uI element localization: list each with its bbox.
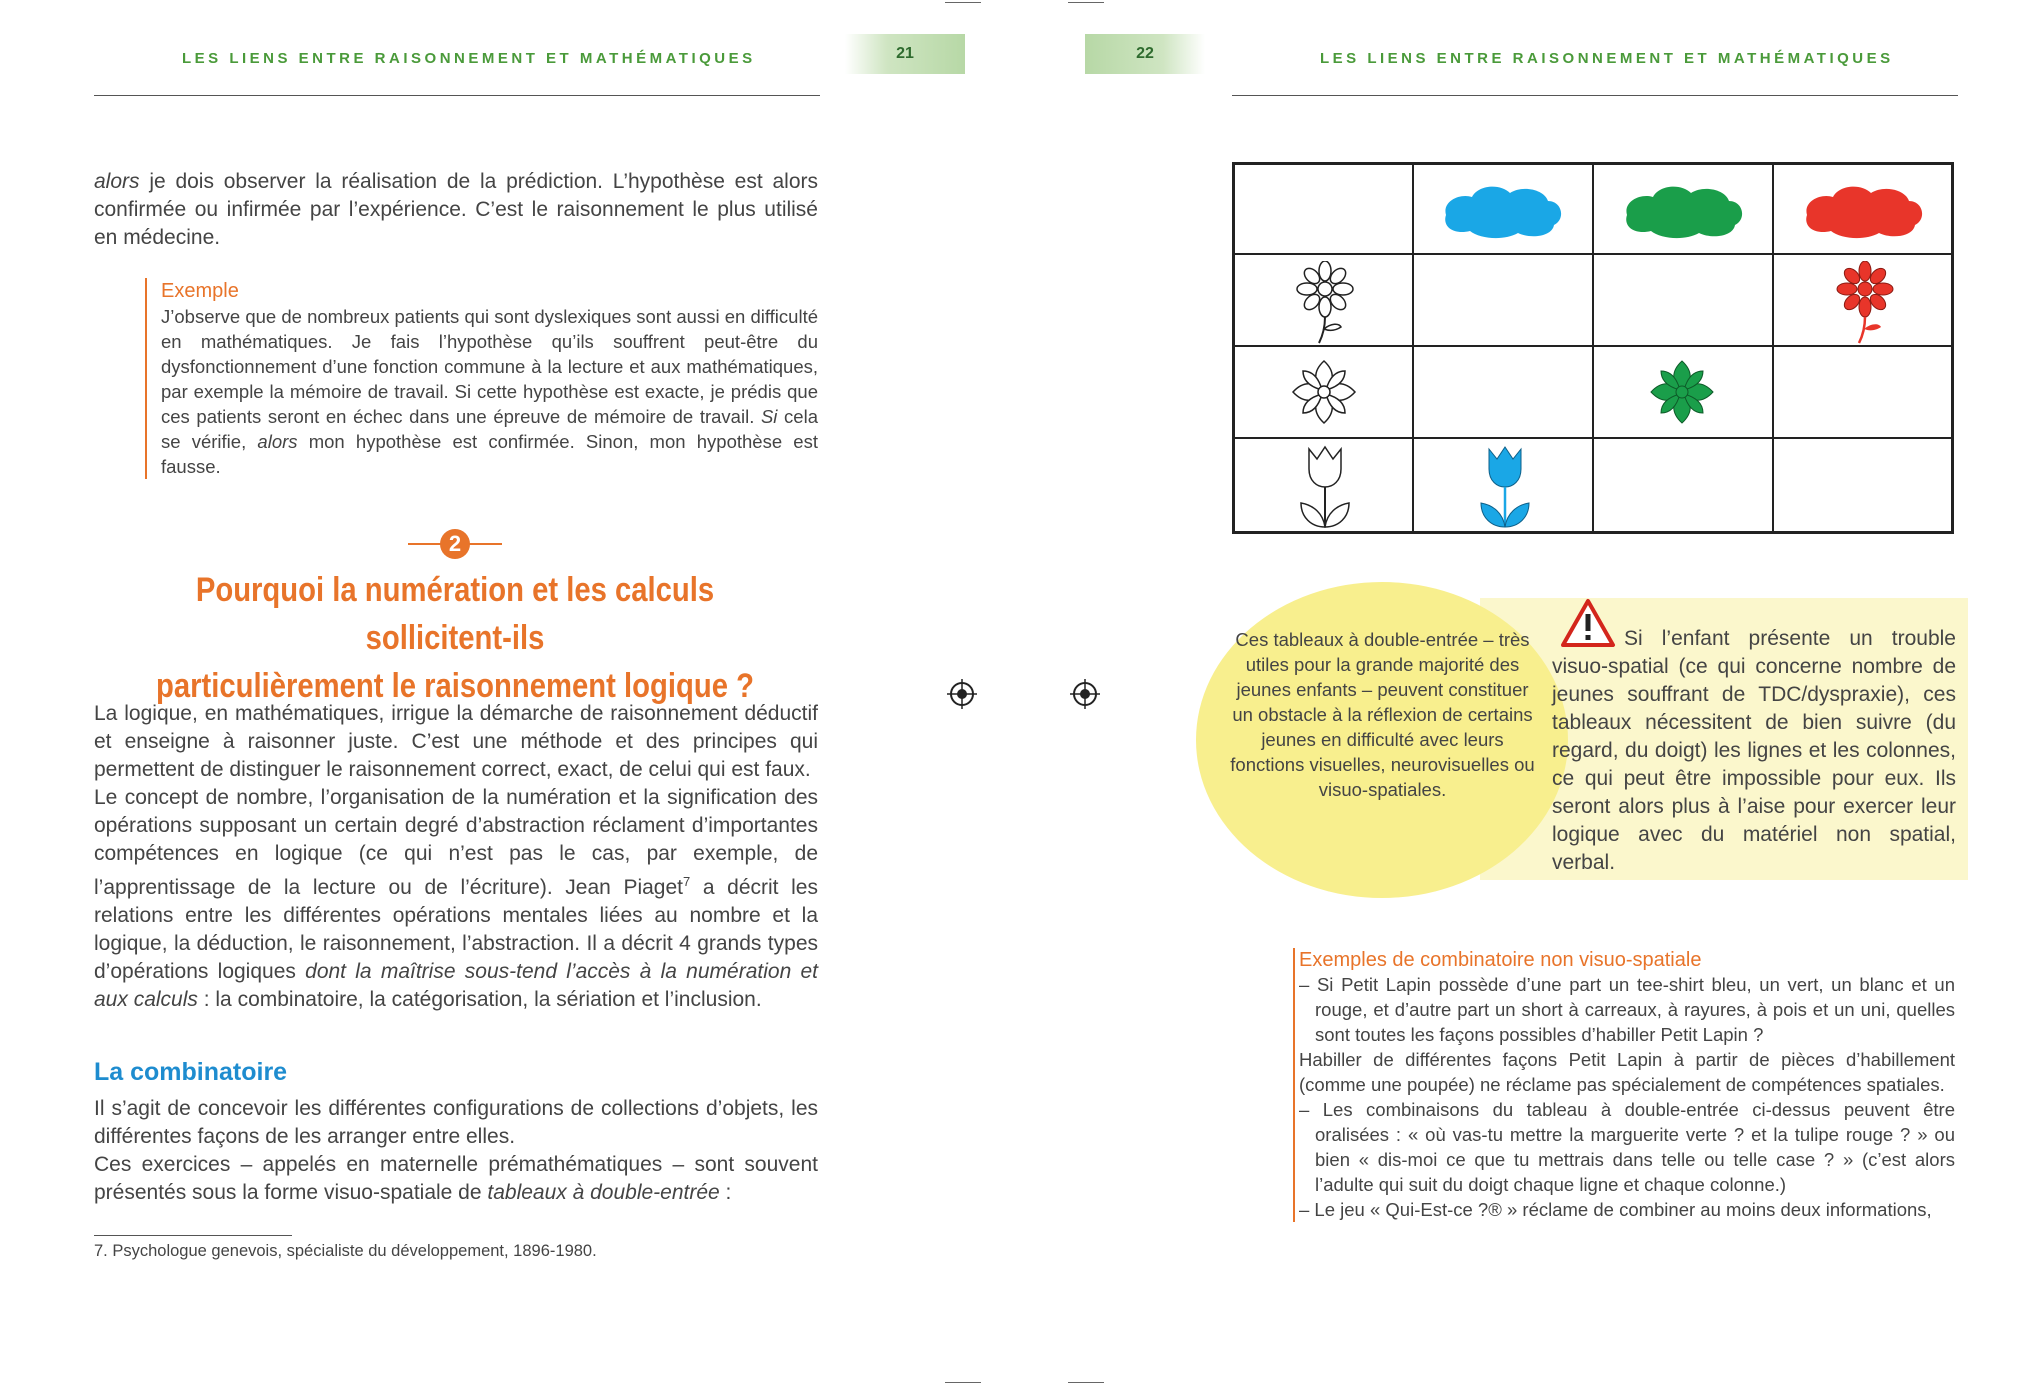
green-cloud-icon [1619,179,1749,241]
logic-paragraphs [94,700,818,1014]
intro-paragraph [94,168,818,252]
page-number-left: 21 [845,34,965,74]
intro-text: je dois observer la réalisation de la prédiction. L’hypothèse est alors confirmée ou infirmée par l’expérience. C’est le raisonnement le plus utilisé en médecine. [94,170,818,249]
footnote-rule [94,1235,292,1236]
crop-mark [1068,2,1104,3]
example-item: – Le jeu « Qui-Est-ce ?® » réclame de combiner au moins deux informations, [1299,1199,1932,1220]
four-petal-outline-icon [1289,357,1359,427]
registration-target-icon [947,679,977,709]
red-daisy-icon [1835,261,1895,345]
header-rule-right [1232,95,1958,96]
examples-box [1293,948,1955,1222]
info-circle-text: Ces tableaux à double-entrée – très utiles pour la grande majorité des jeunes enfants – peuvent constituer un obstacle à la réflexion de certains jeunes en difficulté avec leurs fonctions visuelles, neurovisuelles ou visuo-spatiales. [1230,629,1535,800]
section-heading: Pourquoi la numération et les calculs sollicitent-ils particulièrement le raisonnement logique ? [156,571,754,705]
subheading-combinatoire: La combinatoire [94,1058,288,1086]
crop-mark [945,1382,981,1383]
warning-text: Si l’enfant présente un trouble visuo-spatial (ce qui concerne nombre de jeunes souffrant de TDC/dyspraxie), ces tableaux nécessitent de bien suivre (du regard, du doigt) les lignes et les colonnes, ce qui peut être impossible pour eux. Ils seront alors plus à l’aise pour exercer leur logique avec du matériel non spatial, verbal. [1552,627,1956,874]
intro-italic: alors [94,170,140,193]
logic-paragraph-1: La logique, en mathématiques, irrigue la démarche de raisonnement déductif et enseigne à raisonner juste. C’est une méthode et des principes qui permettent de distinguer le raisonnement correct, exact, de celui qui est faux. [94,702,818,781]
footnote-ref: 7 [683,874,691,889]
section-number-badge [408,527,502,561]
header-rule-left [94,95,820,96]
running-head-right: LES LIENS ENTRE RAISONNEMENT ET MATHÉMATIQUES [1320,50,1894,67]
example-item: – Les combinaisons du tableau à double-entrée ci-dessus peuvent être oralisées : « où vas-tu mettre la marguerite verte ? et la tulipe rouge ? » ou bien « dis-moi ce que tu mettrais dans telle ou telle case ? » (c’est alors l’adulte qui suit du doigt chaque ligne et chaque colonne.) [1299,1099,1955,1195]
logic-paragraph-2: Le concept de nombre, l’organisation de la numération et la signification des opérations supposant un certain degré d’abstraction réclament d’importantes compétences en logique (ce qui n’est pas le cas, par exemple, de l’apprentissage de la lecture ou de l’écriture). Jean Piaget$^7$ a décrit les relations entre les différentes opérations mentales liées au nombre et la logique, la déduction, le raisonnement, l’abstraction. Il a décrit 4 grands types d’opérations logiques dont la maîtrise sous-tend l’accès à la numération et aux calculs : la combinatoire, la catégorisation, la sériation et l’inclusion. [94,786,818,1011]
page-number-right: 22 [1085,34,1205,74]
blue-cloud-icon [1438,179,1568,241]
example-title: Exemple [161,280,239,302]
crop-mark [945,2,981,3]
section-number: 2 [448,531,462,556]
crop-mark [1068,1382,1104,1383]
example-box [145,278,818,479]
green-four-petal-icon [1647,357,1717,427]
example-item: – Si Petit Lapin possède d’une part un tee-shirt bleu, un vert, un blanc et un rouge, et d’autre part un short à carreaux, à rayures, à pois et un uni, quelles sont toutes les façons possibles d’habiller Petit Lapin ? [1299,974,1955,1045]
double-entry-table [1232,162,1954,534]
example-body: J’observe que de nombreux patients qui sont dyslexiques sont aussi en difficulté en mathématiques. Je fais l’hypothèse qu’ils souffrent peut-être du dysfonctionnement d’une fonction commune à la lecture et aux mathématiques, par exemple la mémoire de travail. Si cette hypothèse est exacte, je prédis que ces patients seront en échec dans une épreuve de mémoire de travail. Si cela se vérifie, alors mon hypothèse est confirmée. Sinon, mon hypothèse est fausse. [161,306,818,477]
running-head-left: LES LIENS ENTRE RAISONNEMENT ET MATHÉMATIQUES [182,50,756,67]
examples-title: Exemples de combinatoire non visuo-spatiale [1299,949,1702,971]
registration-target-icon [1070,679,1100,709]
daisy-outline-icon [1295,261,1355,345]
example-paragraph: Habiller de différentes façons Petit Lapin à partir de pièces d’habillement (comme une poupée) ne réclame pas spécialement de compétences spatiales. [1299,1049,1955,1095]
tulip-outline-icon [1295,443,1355,529]
footnote: 7. Psychologue genevois, spécialiste du développement, 1896-1980. [94,1242,597,1260]
combinatoire-paragraphs: Il s’agit de concevoir les différentes configurations de collections d’objets, les différentes façons de les arranger entre elles. Ces exercices – appelés en maternelle prémathématiques – sont souvent présentés sous la forme visuo-spatiale de tableaux à double-entrée : [94,1097,818,1204]
red-cloud-icon [1799,179,1929,241]
blue-tulip-icon [1475,443,1535,529]
